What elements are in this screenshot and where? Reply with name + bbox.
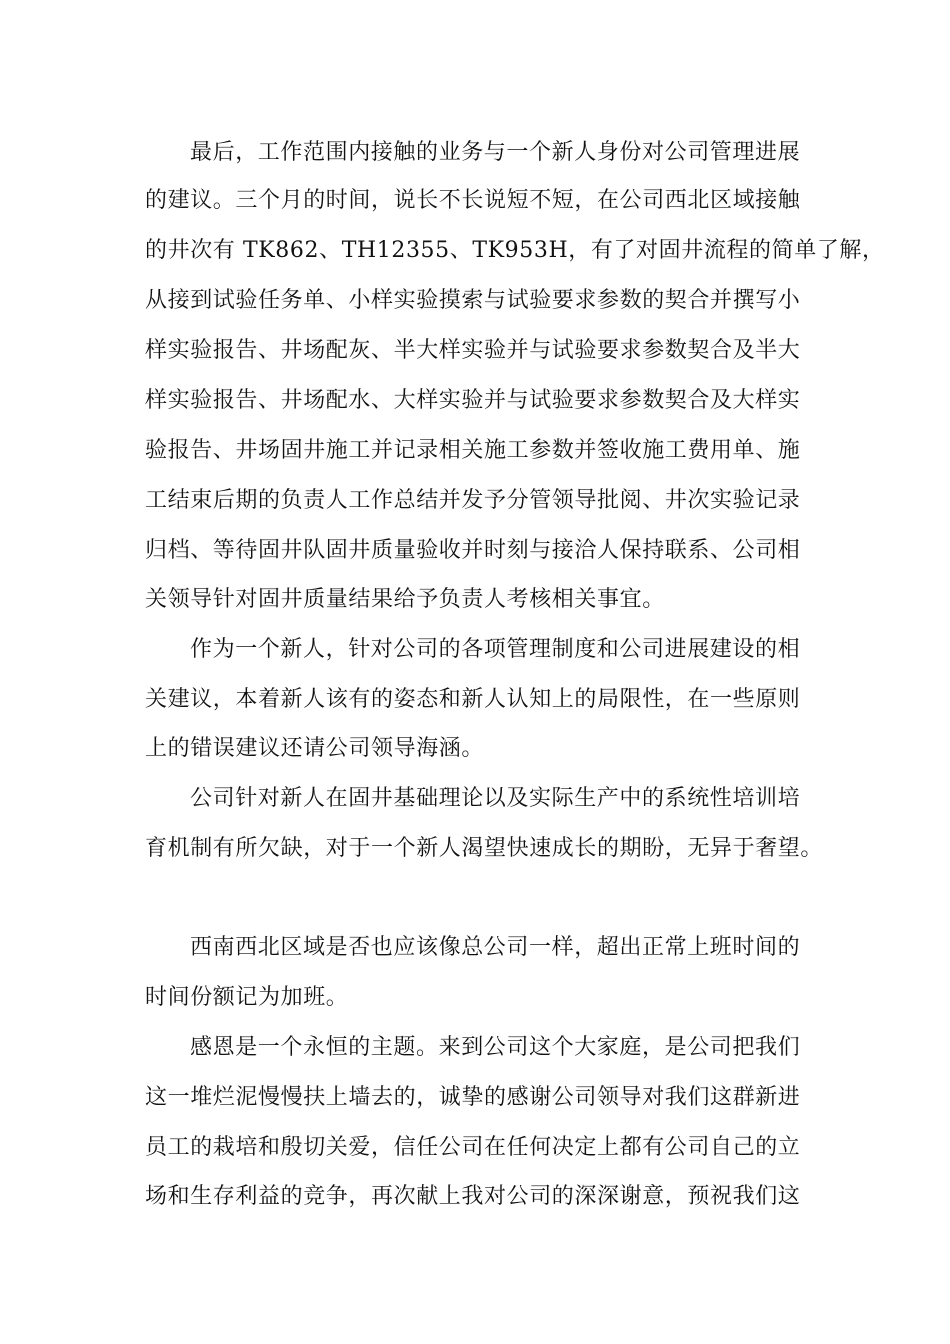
paragraph-4-line-1: 西南西北区域是否也应该像总公司一样，超出正常上班时间的 xyxy=(190,935,801,960)
paragraph-1-line-7: 验报告、井场固井施工并记录相关施工参数并签收施工费用单、施 xyxy=(145,438,801,463)
paragraph-2-line-1: 作为一个新人，针对公司的各项管理制度和公司进展建设的相 xyxy=(190,637,801,662)
paragraph-1-line-5: 样实验报告、井场配灰、半大样实验并与试验要求参数契合及半大 xyxy=(145,338,801,363)
paragraph-1-line-1: 最后，工作范围内接触的业务与一个新人身份对公司管理进展 xyxy=(190,140,801,165)
paragraph-1-line-6: 样实验报告、井场配水、大样实验并与试验要求参数契合及大样实 xyxy=(145,388,801,413)
paragraph-1-line-8: 工结束后期的负责人工作总结并发予分管领导批阅、井次实验记录 xyxy=(145,488,801,513)
paragraph-2-line-2: 关建议，本着新人该有的姿态和新人认知上的局限性，在一些原则 xyxy=(145,687,801,712)
paragraph-5-line-4: 场和生存利益的竞争，再次献上我对公司的深深谢意，预祝我们这 xyxy=(145,1184,801,1209)
paragraph-4-line-2: 时间份额记为加班。 xyxy=(145,985,349,1010)
paragraph-1-line-9: 归档、等待固井队固井质量验收并时刻与接洽人保持联系、公司相 xyxy=(145,538,801,563)
paragraph-3-line-1: 公司针对新人在固井基础理论以及实际生产中的系统性培训培 xyxy=(190,786,801,811)
paragraph-3-line-2: 育机制有所欠缺，对于一个新人渴望快速成长的期盼，无异于奢望。 xyxy=(145,836,824,861)
paragraph-5-line-3: 员工的栽培和殷切关爱，信任公司在任何决定上都有公司自己的立 xyxy=(145,1135,801,1160)
paragraph-1-line-3: 的井次有 TK862、TH12355、TK953H，有了对固井流程的简单了解， xyxy=(145,238,885,263)
paragraph-2-line-3: 上的错误建议还请公司领导海涵。 xyxy=(145,736,485,761)
paragraph-5-line-2: 这一堆烂泥慢慢扶上墙去的，诚挚的感谢公司领导对我们这群新进 xyxy=(145,1085,801,1110)
paragraph-1-line-10: 关领导针对固井质量结果给予负责人考核相关事宜。 xyxy=(145,587,665,612)
paragraph-1-line-4: 从接到试验任务单、小样实验摸索与试验要求参数的契合并撰写小 xyxy=(145,288,801,313)
paragraph-5-line-1: 感恩是一个永恒的主题。来到公司这个大家庭，是公司把我们 xyxy=(190,1035,801,1060)
paragraph-1-line-2: 的建议。三个月的时间，说长不长说短不短，在公司西北区域接触 xyxy=(145,188,801,213)
